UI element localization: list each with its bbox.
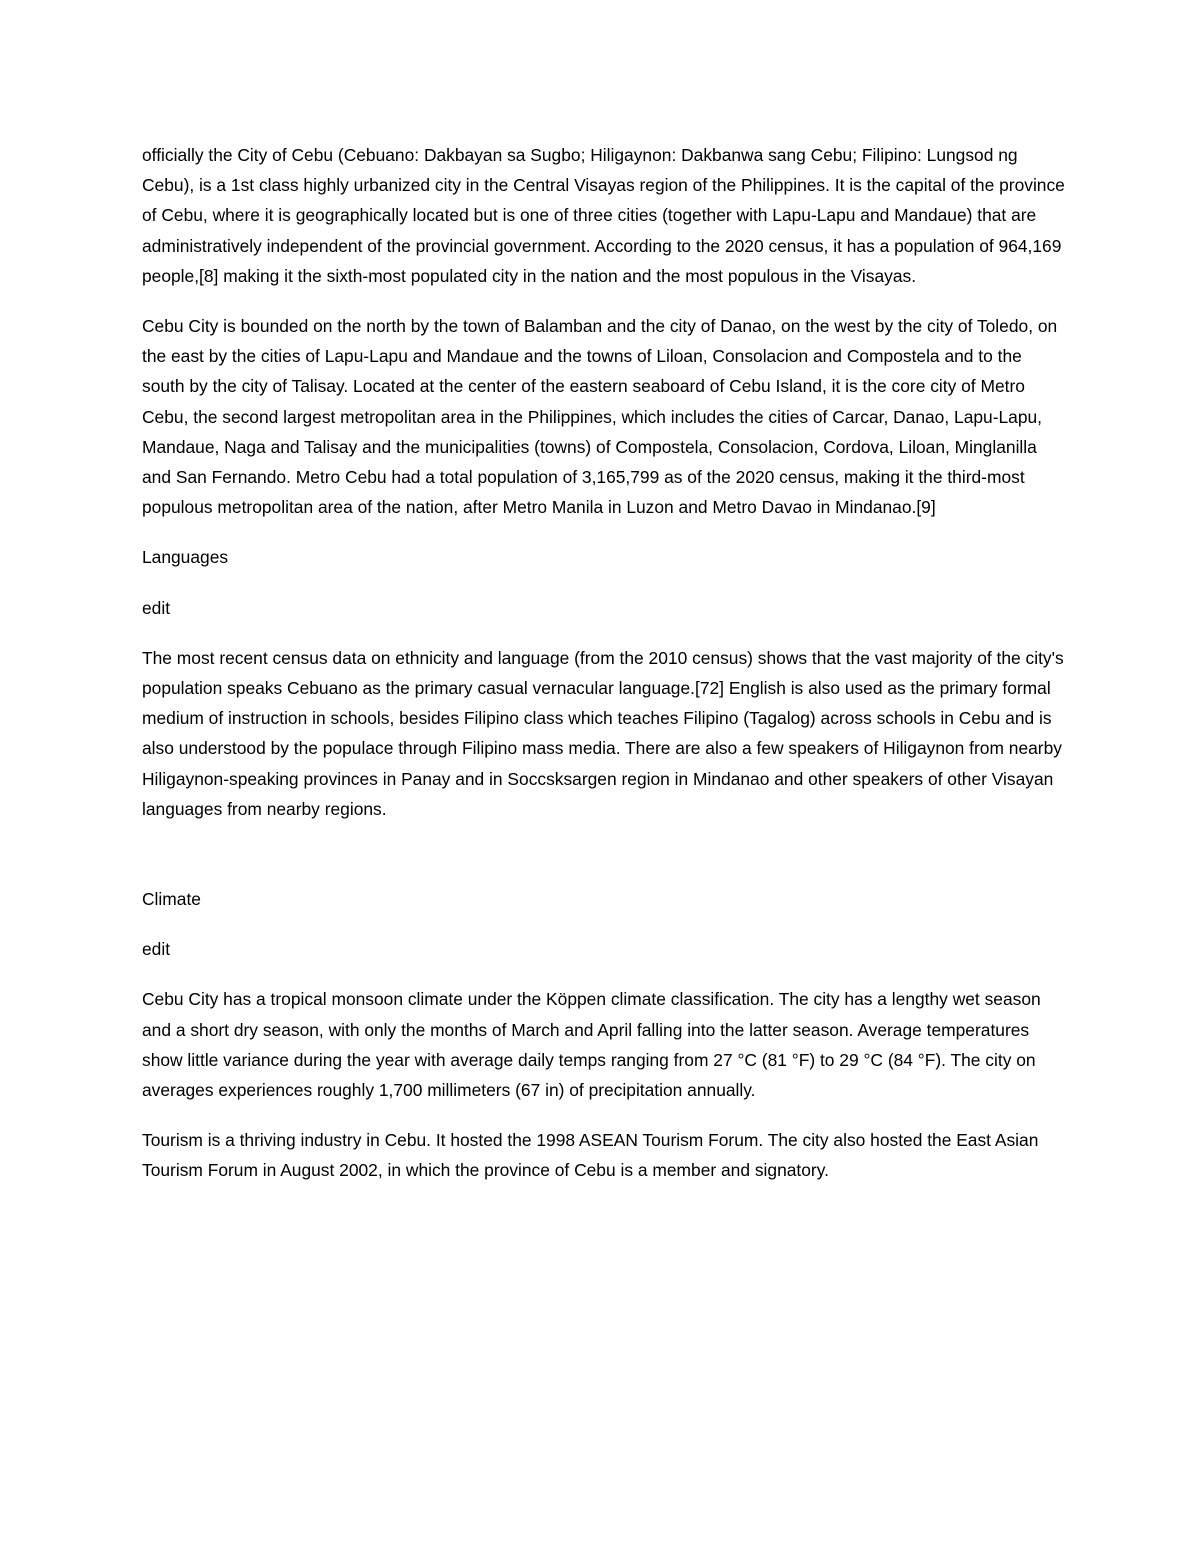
intro-paragraph: officially the City of Cebu (Cebuano: Dakbayan sa Sugbo; Hiligaynon: Dakbanwa sang Cebu; Filipino: Lungsod ng Cebu), is a 1st class highly urbanized city in the Central Visayas region of the Philippines. It is the capital of the province of Cebu, where it is geographically located but is one of three cities (together with Lapu-Lapu and Mandaue) that are administratively independent of the provincial government. According to the 2020 census, it has a population of 964,169 people,[8] making it the sixth-most populated city in the nation and the most populous in the Visayas. xyxy=(142,145,1065,286)
languages-edit-link: edit xyxy=(142,597,171,618)
climate-heading: Climate xyxy=(142,889,201,910)
languages-heading: Languages xyxy=(142,547,229,568)
climate-paragraph: Cebu City has a tropical monsoon climate under the Köppen climate classification. The city has a lengthy wet season and a short dry season, with only the months of March and April falling into the latter season. Average temperatures show little variance during the year with average daily temps ranging from 27 °C (81 °F) to 29 °C (84 °F). The city on averages experiences roughly 1,700 millimeters (67 in) of precipitation annually. xyxy=(142,989,1041,1101)
document-body xyxy=(142,140,1067,1206)
languages-paragraph: The most recent census data on ethnicity and language (from the 2010 census) shows that the vast majority of the city's population speaks Cebuano as the primary casual vernacular language.[72] English is also used as the primary formal medium of instruction in schools, besides Filipino class which teaches Filipino (Tagalog) across schools in Cebu and is also understood by the populace through Filipino mass media. There are also a few speakers of Hiligaynon from nearby Hiligaynon-speaking provinces in Panay and in Soccsksargen region in Mindanao and other speakers of other Visayan languages from nearby regions. xyxy=(142,647,1064,819)
climate-edit-link: edit xyxy=(142,939,171,960)
tourism-paragraph: Tourism is a thriving industry in Cebu. It hosted the 1998 ASEAN Tourism Forum. The city also hosted the East Asian Tourism Forum in August 2002, in which the province of Cebu is a member and signatory. xyxy=(142,1130,1039,1181)
geography-paragraph: Cebu City is bounded on the north by the town of Balamban and the city of Danao, on the west by the city of Toledo, on the east by the cities of Lapu-Lapu and Mandaue and the towns of Liloan, Consolacion and Compostela and to the south by the city of Talisay. Located at the center of the eastern seaboard of Cebu Island, it is the core city of Metro Cebu, the second largest metropolitan area in the Philippines, which includes the cities of Carcar, Danao, Lapu-Lapu, Mandaue, Naga and Talisay and the municipalities (towns) of Compostela, Consolacion, Cordova, Liloan, Minglanilla and San Fernando. Metro Cebu had a total population of 3,165,799 as of the 2020 census, making it the third-most populous metropolitan area of the nation, after Metro Manila in Luzon and Metro Davao in Mindanao.[9] xyxy=(142,316,1058,518)
